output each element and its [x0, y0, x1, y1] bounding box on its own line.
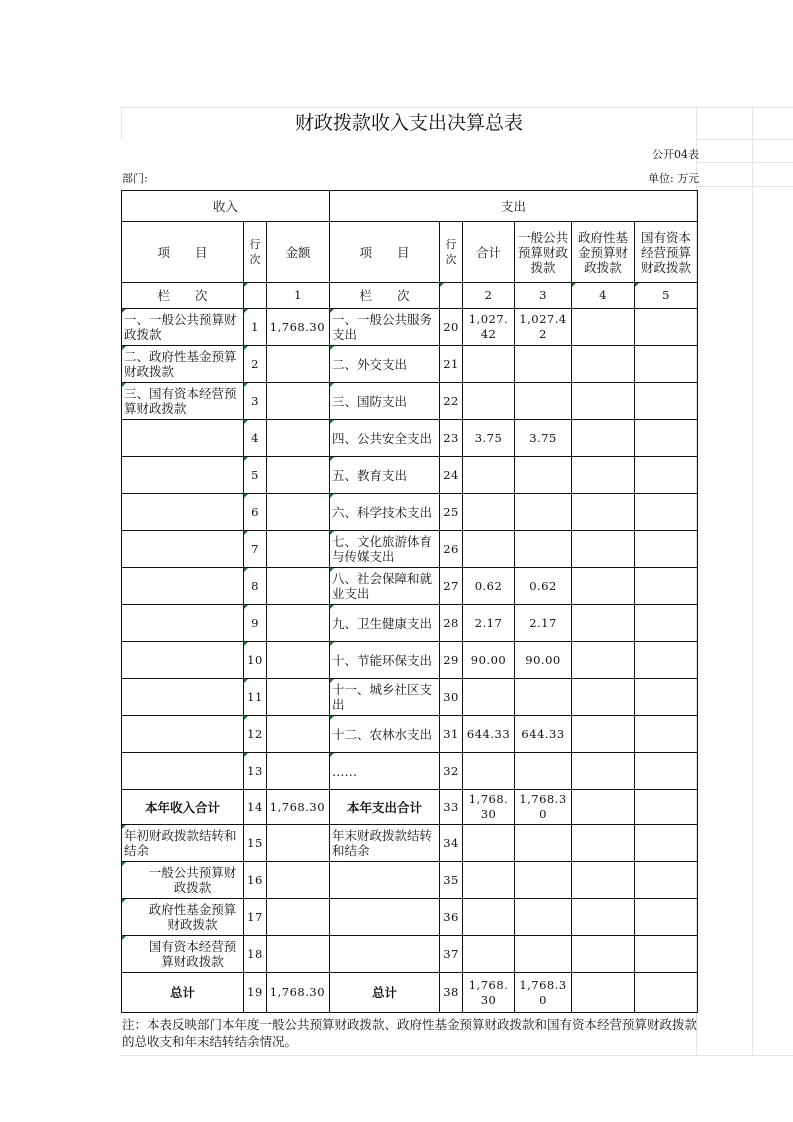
- expense-item: 二、外交支出: [330, 346, 440, 383]
- income-amount: [267, 679, 330, 716]
- income-amount: [267, 420, 330, 457]
- expense-total: [463, 679, 515, 716]
- state-capital-header: 国有资本经营预算财政拨款: [635, 222, 698, 283]
- income-item: [122, 753, 244, 790]
- carry-income-item: 国有资本经营预算财政拨款: [122, 936, 244, 973]
- department-label: 部门:: [122, 172, 148, 185]
- expense-row-number: 21: [440, 346, 463, 383]
- state-capital-amount: [635, 716, 698, 753]
- gov-fund-amount: [572, 531, 635, 568]
- expense-row-number: 31: [440, 716, 463, 753]
- carry-expense-amount: [515, 899, 572, 936]
- income-subtotal-amount: 1,768.30: [267, 790, 330, 825]
- expense-total: [463, 494, 515, 531]
- income-rowno-header: 行次: [244, 222, 267, 283]
- table-row: [122, 642, 698, 679]
- gov-fund-amount: [572, 309, 635, 346]
- expense-total: [463, 753, 515, 790]
- carry-expense-amount: [572, 899, 635, 936]
- income-row-number: 13: [244, 753, 267, 790]
- general-budget-amount: [515, 494, 572, 531]
- expense-item: 十一、城乡社区支出: [330, 679, 440, 716]
- general-budget-amount: [515, 753, 572, 790]
- column-4: 4: [572, 283, 635, 309]
- carry-income-amount: [267, 825, 330, 862]
- expense-row-number: 26: [440, 531, 463, 568]
- carry-income-item: 一般公共预算财政拨款: [122, 862, 244, 899]
- income-amount: [267, 568, 330, 605]
- expense-total: 1,027.42: [463, 309, 515, 346]
- expense-row-number: 27: [440, 568, 463, 605]
- expense-subtotal-row-number: 33: [440, 790, 463, 825]
- carry-expense-amount: [635, 936, 698, 973]
- expense-row-number: 32: [440, 753, 463, 790]
- state-capital-amount: [635, 642, 698, 679]
- table-row: [122, 309, 698, 346]
- unit-label: 单位: 万元: [648, 172, 700, 185]
- income-item: [122, 531, 244, 568]
- gov-fund-amount: [572, 420, 635, 457]
- carry-income-row-number: 16: [244, 862, 267, 899]
- expense-row-number: 22: [440, 383, 463, 420]
- income-row-number: 3: [244, 383, 267, 420]
- income-amount: [267, 605, 330, 642]
- expense-column-label: 栏 次: [330, 283, 440, 309]
- expense-item: 十、节能环保支出: [330, 642, 440, 679]
- expense-row-number: 20: [440, 309, 463, 346]
- general-budget-amount: 90.00: [515, 642, 572, 679]
- income-column-blank: [244, 283, 267, 309]
- income-subtotal-row-number: 14: [244, 790, 267, 825]
- gov-fund-amount: [572, 753, 635, 790]
- expense-row-number: 28: [440, 605, 463, 642]
- carry-expense-row-number: 36: [440, 899, 463, 936]
- income-row-number: 1: [244, 309, 267, 346]
- income-amount: [267, 531, 330, 568]
- grand-total-row: [122, 973, 698, 1013]
- income-row-number: 6: [244, 494, 267, 531]
- carry-expense-amount: [463, 825, 515, 862]
- general-budget-amount: 3.75: [515, 420, 572, 457]
- income-total-amount: 1,768.30: [267, 973, 330, 1013]
- table-row: [122, 531, 698, 568]
- general-budget-amount: [515, 457, 572, 494]
- general-budget-amount: [515, 346, 572, 383]
- header-group-row: [122, 191, 698, 222]
- carry-expense-amount: [572, 936, 635, 973]
- carry-expense-amount: [463, 936, 515, 973]
- page-title: 财政拨款收入支出决算总表: [294, 112, 523, 134]
- carry-row: [122, 936, 698, 973]
- subtotal-row: [122, 790, 698, 825]
- gov-fund-amount: [572, 346, 635, 383]
- income-item: 三、国有资本经营预算财政拨款: [122, 383, 244, 420]
- income-amount: [267, 642, 330, 679]
- gov-fund-header: 政府性基金预算财政拨款: [572, 222, 635, 283]
- state-capital-amount: [635, 383, 698, 420]
- column-2: 2: [463, 283, 515, 309]
- expense-column-blank: [440, 283, 463, 309]
- carry-expense-amount: [572, 862, 635, 899]
- carry-expense-item: [330, 936, 440, 973]
- income-amount: [267, 383, 330, 420]
- gov-fund-amount: [572, 568, 635, 605]
- state-capital-amount: [635, 420, 698, 457]
- gov-fund-amount: [572, 605, 635, 642]
- expense-total: 0.62: [463, 568, 515, 605]
- expense-grand-fund: [572, 973, 635, 1013]
- income-item-header: 项 目: [122, 222, 244, 283]
- table-row: [122, 568, 698, 605]
- carry-expense-item: [330, 899, 440, 936]
- expense-total: 2.17: [463, 605, 515, 642]
- expense-row-number: 25: [440, 494, 463, 531]
- column-number-row: [122, 283, 698, 309]
- expense-item: 九、卫生健康支出: [330, 605, 440, 642]
- carry-income-item: 年初财政拨款结转和结余: [122, 825, 244, 862]
- expense-subtotal-capital: [635, 790, 698, 825]
- income-amount: [267, 346, 330, 383]
- income-item: [122, 420, 244, 457]
- state-capital-amount: [635, 679, 698, 716]
- gov-fund-amount: [572, 679, 635, 716]
- expense-subtotal-total: 1,768.30: [463, 790, 515, 825]
- expense-total: [463, 383, 515, 420]
- expense-total: 90.00: [463, 642, 515, 679]
- expense-item: 五、教育支出: [330, 457, 440, 494]
- income-amount-header: 金额: [267, 222, 330, 283]
- carry-expense-amount: [515, 862, 572, 899]
- income-subtotal-label: 本年收入合计: [122, 790, 244, 825]
- expense-item: 八、社会保障和就业支出: [330, 568, 440, 605]
- carry-income-row-number: 17: [244, 899, 267, 936]
- carry-expense-amount: [635, 862, 698, 899]
- carry-expense-amount: [635, 825, 698, 862]
- income-item: [122, 568, 244, 605]
- expense-row-number: 23: [440, 420, 463, 457]
- gov-fund-amount: [572, 457, 635, 494]
- income-item: 一、一般公共预算财政拨款: [122, 309, 244, 346]
- income-row-number: 11: [244, 679, 267, 716]
- expense-total: [463, 346, 515, 383]
- state-capital-amount: [635, 605, 698, 642]
- expense-total: 3.75: [463, 420, 515, 457]
- general-budget-amount: 0.62: [515, 568, 572, 605]
- income-amount: [267, 457, 330, 494]
- general-budget-amount: 644.33: [515, 716, 572, 753]
- expense-total: 644.33: [463, 716, 515, 753]
- state-capital-amount: [635, 457, 698, 494]
- income-row-number: 2: [244, 346, 267, 383]
- carry-expense-item: [330, 862, 440, 899]
- state-capital-amount: [635, 568, 698, 605]
- budget-table: [121, 190, 698, 1013]
- income-column-label: 栏 次: [122, 283, 244, 309]
- carry-income-row-number: 15: [244, 825, 267, 862]
- gov-fund-amount: [572, 494, 635, 531]
- expense-rowno-header: 行次: [440, 222, 463, 283]
- expense-item: 七、文化旅游体育与传媒支出: [330, 531, 440, 568]
- expense-grand-general: 1,768.30: [515, 973, 572, 1013]
- total-header: 合计: [463, 222, 515, 283]
- table-row: [122, 494, 698, 531]
- expense-subtotal-label: 本年支出合计: [330, 790, 440, 825]
- income-header: 收入: [122, 191, 330, 222]
- general-budget-amount: [515, 383, 572, 420]
- income-row-number: 10: [244, 642, 267, 679]
- expense-total-label: 总计: [330, 973, 440, 1013]
- carry-income-amount: [267, 936, 330, 973]
- gov-fund-amount: [572, 642, 635, 679]
- income-row-number: 12: [244, 716, 267, 753]
- income-row-number: 4: [244, 420, 267, 457]
- expense-row-number: 24: [440, 457, 463, 494]
- expense-header: 支出: [330, 191, 698, 222]
- state-capital-amount: [635, 309, 698, 346]
- expense-item: 一、一般公共服务支出: [330, 309, 440, 346]
- income-row-number: 8: [244, 568, 267, 605]
- income-amount: 1,768.30: [267, 309, 330, 346]
- expense-grand-capital: [635, 973, 698, 1013]
- column-1: 1: [267, 283, 330, 309]
- form-number: 公开04表: [652, 148, 699, 161]
- carry-row: [122, 862, 698, 899]
- carry-expense-item: 年末财政拨款结转和结余: [330, 825, 440, 862]
- carry-row: [122, 825, 698, 862]
- gov-fund-amount: [572, 716, 635, 753]
- column-5: 5: [635, 283, 698, 309]
- expense-subtotal-general: 1,768.30: [515, 790, 572, 825]
- general-budget-header: 一般公共预算财政拨款: [515, 222, 572, 283]
- expense-item: 三、国防支出: [330, 383, 440, 420]
- expense-item: 四、公共安全支出: [330, 420, 440, 457]
- table-row: [122, 457, 698, 494]
- table-row: [122, 420, 698, 457]
- income-item: [122, 679, 244, 716]
- table-row: [122, 346, 698, 383]
- income-item: [122, 642, 244, 679]
- column-3: 3: [515, 283, 572, 309]
- carry-income-row-number: 18: [244, 936, 267, 973]
- carry-income-amount: [267, 862, 330, 899]
- carry-expense-amount: [515, 825, 572, 862]
- expense-grand-total: 1,768.30: [463, 973, 515, 1013]
- carry-expense-row-number: 34: [440, 825, 463, 862]
- income-amount: [267, 716, 330, 753]
- expense-row-number: 29: [440, 642, 463, 679]
- income-item: [122, 494, 244, 531]
- income-row-number: 7: [244, 531, 267, 568]
- general-budget-amount: 1,027.42: [515, 309, 572, 346]
- carry-income-item: 政府性基金预算财政拨款: [122, 899, 244, 936]
- income-row-number: 9: [244, 605, 267, 642]
- carry-expense-amount: [572, 825, 635, 862]
- expense-item: 六、科学技术支出: [330, 494, 440, 531]
- carry-expense-amount: [515, 936, 572, 973]
- footnote: 注：本表反映部门本年度一般公共预算财政拨款、政府性基金预算财政拨款和国有资本经营预算财政拨款的总收支和年末结转结余情况。: [122, 1017, 698, 1049]
- carry-income-amount: [267, 899, 330, 936]
- carry-expense-row-number: 35: [440, 862, 463, 899]
- expense-item: 十二、农林水支出: [330, 716, 440, 753]
- expense-item-header: 项 目: [330, 222, 440, 283]
- expense-total: [463, 531, 515, 568]
- general-budget-amount: [515, 679, 572, 716]
- income-item: [122, 605, 244, 642]
- general-budget-amount: [515, 531, 572, 568]
- income-amount: [267, 494, 330, 531]
- income-amount: [267, 753, 330, 790]
- expense-item: ……: [330, 753, 440, 790]
- income-item: 二、政府性基金预算财政拨款: [122, 346, 244, 383]
- income-total-row-number: 19: [244, 973, 267, 1013]
- income-item: [122, 716, 244, 753]
- table-row: [122, 383, 698, 420]
- state-capital-amount: [635, 494, 698, 531]
- carry-expense-amount: [463, 899, 515, 936]
- table-row: [122, 753, 698, 790]
- table-row: [122, 716, 698, 753]
- expense-total: [463, 457, 515, 494]
- expense-subtotal-fund: [572, 790, 635, 825]
- header-row: [122, 222, 698, 283]
- expense-row-number: 30: [440, 679, 463, 716]
- carry-expense-row-number: 37: [440, 936, 463, 973]
- state-capital-amount: [635, 753, 698, 790]
- gov-fund-amount: [572, 383, 635, 420]
- table-row: [122, 679, 698, 716]
- general-budget-amount: 2.17: [515, 605, 572, 642]
- table-row: [122, 605, 698, 642]
- carry-expense-amount: [463, 862, 515, 899]
- income-row-number: 5: [244, 457, 267, 494]
- state-capital-amount: [635, 346, 698, 383]
- income-item: [122, 457, 244, 494]
- carry-expense-amount: [635, 899, 698, 936]
- income-total-label: 总计: [122, 973, 244, 1013]
- state-capital-amount: [635, 531, 698, 568]
- expense-total-row-number: 38: [440, 973, 463, 1013]
- carry-row: [122, 899, 698, 936]
